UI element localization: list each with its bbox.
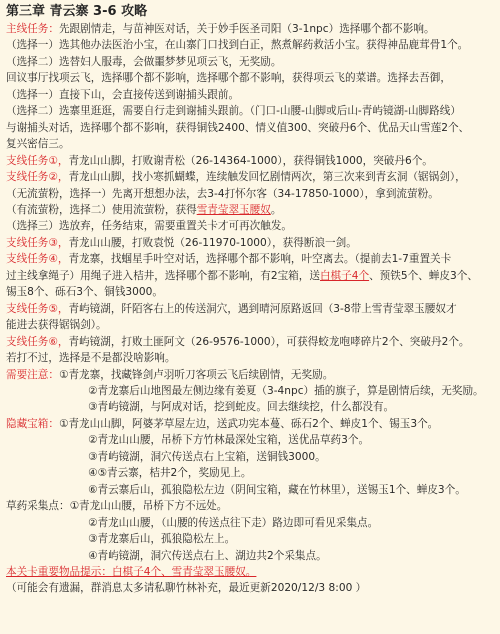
main-quest-line-5: （选择二）选寨里逛逛，需要自行走到谢捕头跟前。（门口-山腰-山脚或后山-青屿镜湖-山脚路线） <box>6 105 461 118</box>
important-items-line <box>6 564 495 580</box>
side-quest-1: 支线任务①，青龙山山脚，打败谢青松（26-14364-1000），获得铜钱1000，突破丹6个。 <box>6 154 433 167</box>
main-quest-line-6: 与谢捕头对话，选择哪个都不影响，获得铜钱2400、情义值300、突破丹6个、优品天山雪莲2个、 <box>6 121 470 134</box>
important-items: 白棋子4个、雪青莹翠玉腰奴。 <box>111 565 257 578</box>
notes-label: 需要注意： <box>6 368 59 381</box>
side-quest-3: 支线任务③，青龙山山腰，打败袁悦（26-11970-1000），获得断浪一剑。 <box>6 236 357 249</box>
side-quest-2-line-2: （有流萤粉，选择二）使用流萤粉，获得雪青莹翠玉腰奴。 <box>6 203 282 216</box>
notes-line-1: ②青龙寨后山地图最左侧边缘有姜夏（3-4npc）插的旗子，算是剧情后续，无奖励。 <box>88 384 484 397</box>
side-quest-6-line-1: 若打不过，选择是不是都没啥影响。 <box>6 352 176 365</box>
main-quest-line-0: 主线任务：先跟剧情走，与苗神医对话，关于妙手医圣司阳（3-1npc）选择哪个都不影响。 <box>6 23 435 35</box>
notes-line-2: ③青屿镜湖，与阿成对话，挖到蛇皮。回去继续挖，什么都没有。 <box>88 401 395 414</box>
page-title: 第三章 青云寨 3-6 攻略 <box>6 4 148 19</box>
side-quest-4-reward: 白棋子4个 <box>319 269 370 282</box>
main-quest-line-3: 回议事厅找项云飞，选择哪个都不影响，选择哪个都不影响，获得项云飞的菜谱。选择去吾御， <box>6 72 451 85</box>
chests-line-4: ⑥青云寨后山，孤狼隐松左边（阴间宝箱，藏在竹林里），送锡玉1个、蝉皮3个。 <box>88 483 466 496</box>
chests-line-0: 隐藏宝箱：①青龙山山脚，阿婆茅草屋左边，送武功宪本蔓、砾石2个、蝉皮1个、锡玉3个。 <box>6 417 439 430</box>
herbs-line-2: ③青龙寨后山，孤狼隐松左上。 <box>88 533 236 546</box>
herbs-line-0: 草药采集点：①青龙山山腰，吊桥下方不远处。 <box>6 500 228 513</box>
main-quest-line-1: （选择一）选其他办法医治小宝，在山寨门口找到白正，熬煮解药救活小宝。获得神品鹿茸骨1个。 <box>6 39 469 52</box>
side-quest-4-line-2: 锡玉8个、砾石3个、铜钱3000。 <box>6 286 163 299</box>
herbs-line-1: ②青龙山山腰，（山腰的传送点往下走）路边即可看见采集点。 <box>88 516 379 529</box>
notes-line-0: 需要注意：①青龙寨，找藏锋剑卢羽听刀客项云飞后续剧情，无奖励。 <box>6 368 334 381</box>
side-quest-2-line-3: （选择三）选放弃，任务结束，需要重置关卡才可再次触发。 <box>6 220 293 233</box>
footer-note: （可能会有遗漏，群消息太多请私聊竹林补充，最近更新2020/12/3 8:00 ） <box>6 582 367 595</box>
chests-line-3: ④⑤青云寨，桔井2个，奖励见上。 <box>88 467 252 480</box>
side-quest-6: 支线任务⑥，青屿镜湖，打败土匪阿文（26-9576-1000），可获得蛟龙咆哮碎片2个、突破丹2个。 <box>6 335 470 348</box>
important-label: 本关卡重要物品提示： <box>6 565 112 578</box>
side-quest-4: 支线任务④，青龙寨，找蝈星手叶空对话，选择哪个都不影响，叶空离去。（提前去1-7重置关卡 <box>6 253 452 266</box>
side-quest-5-line-1: 能进去获得锯锅剑）。 <box>6 319 107 332</box>
chests-line-1: ②青龙山山腰，吊桥下方竹林最深处宝箱，送优品草药3个。 <box>88 434 370 447</box>
herbs-label: 草药采集点： <box>6 500 70 513</box>
main-quest-line-4: （选择一）直接下山，会直接传送到谢捕头跟前。 <box>6 88 240 101</box>
side-quest-4-line-1: 过主线拿绳子）用绳子进入桔井，选择哪个都不影响，有2宝箱，送白棋子4个、预铁5个、蝉皮3个、 <box>6 269 478 282</box>
hidden-chests-label: 隐藏宝箱： <box>6 417 59 430</box>
side-quest-2-line-1: （无流萤粉，选择一）先离开想想办法，去3-4打怀尔客（34-17850-1000），拿到流萤粉。 <box>6 187 439 200</box>
main-quest-label: 主线任务： <box>6 23 59 35</box>
chests-line-2: ③青屿镜湖，洞穴传送点右上宝箱，送铜钱3000。 <box>88 450 326 463</box>
side-quest-5: 支线任务⑤，青屿镜湖，阡陌客右上的传送洞穴，遇到晴河原路返回（3-8带上雪青莹翠玉腰奴才 <box>6 302 457 315</box>
herbs-line-3: ④青屿镜湖，洞穴传送点右上、湖边共2个采集点。 <box>88 549 327 562</box>
main-quest-line-2: （选择二）选替妇人服毒，会做噩梦梦见项云飞，无奖励。 <box>6 55 282 68</box>
side-quest-2: 支线任务②，青龙山山脚，找小寒抓蝴蝶，连续触发回忆剧情两次，第三次来到青玄洞（锯锅剑）， <box>6 171 466 184</box>
side-quest-2-reward: 雪青莹翠玉腰奴 <box>196 203 271 216</box>
main-quest-line-7: 复兴密信三。 <box>6 138 70 151</box>
